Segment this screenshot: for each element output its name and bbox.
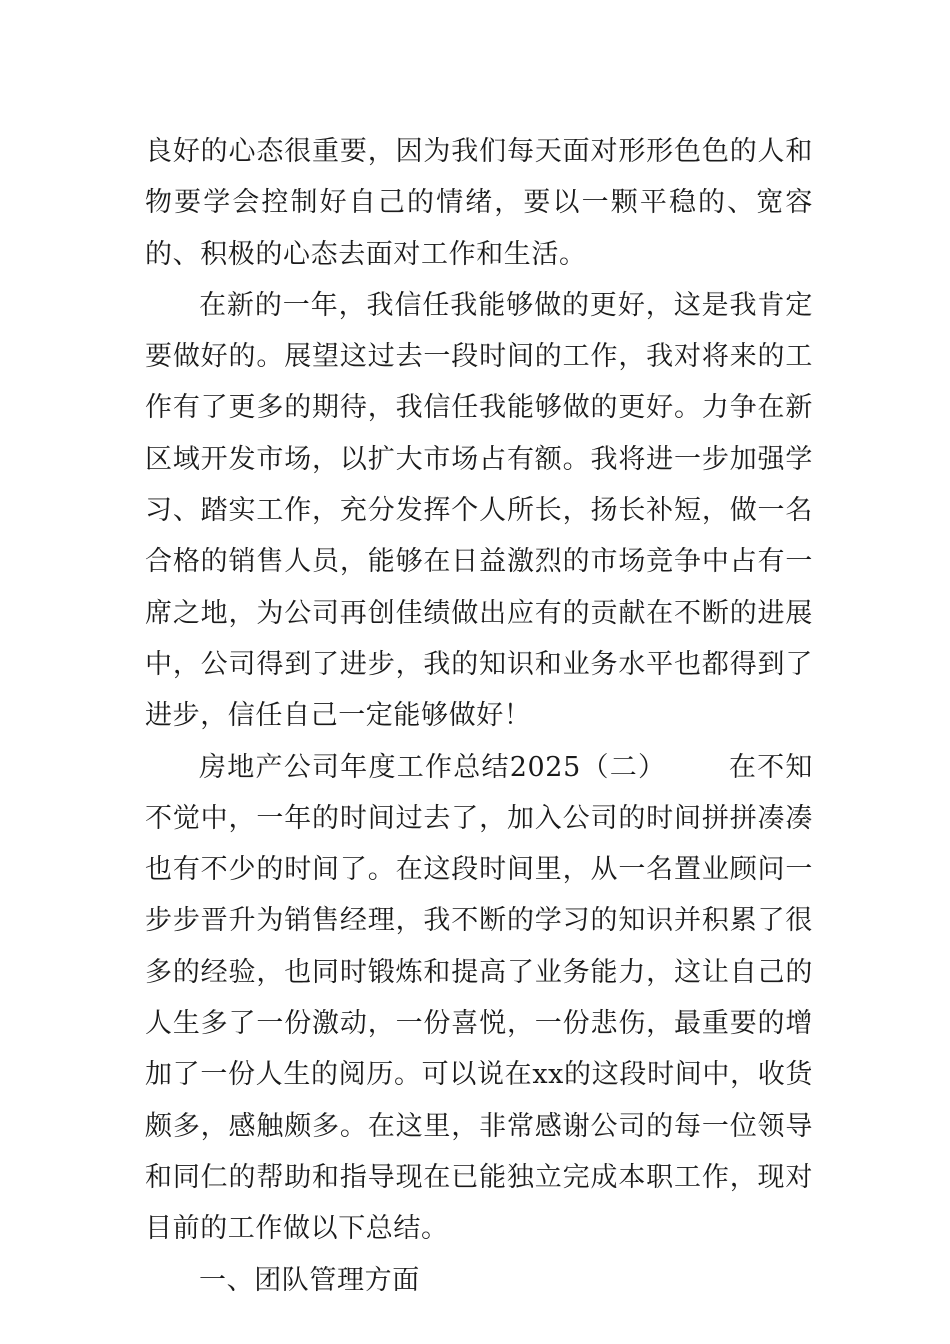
heading-text: 一、团队管理方面	[199, 1264, 420, 1296]
document-body	[145, 126, 813, 1306]
paragraph-summary-two	[145, 742, 813, 1255]
heading-team-management	[145, 1255, 813, 1306]
paragraph-mindset	[145, 126, 813, 280]
paragraph-text: 在不知不觉中，一年的时间过去了，加入公司的时间拼拼凑凑也有不少的时间了。在这段时间里，从一名置业顾问一步步晋升为销售经理，我不断的学习的知识并积累了很多的经验，也同时锻炼和提高了业务能力，这让自己的人生多了一份激动，一份喜悦，一份悲伤，最重要的增加了一份人生的阅历。可以说在xx的这段时间中，收货颇多，感触颇多。在这里，非常感谢公司的每一位领导和同仁的帮助和指导现在已能独立完成本职工作，现对目前的工作做以下总结。	[145, 751, 813, 1245]
paragraph-text: 在新的一年，我信任我能够做的更好，这是我肯定要做好的。展望这过去一段时间的工作，我对将来的工作有了更多的期待，我信任我能够做的更好。力争在新区域开发市场，以扩大市场占有额。我将进一步加强学习、踏实工作，充分发挥个人所长，扬长补短，做一名合格的销售人员，能够在日益激烈的市场竞争中占有一席之地，为公司再创佳绩做出应有的贡献在不断的进展中，公司得到了进步，我的知识和业务水平也都得到了进步，信任自己一定能够做好！	[145, 289, 813, 732]
paragraph-text: 良好的心态很重要，因为我们每天面对形形色色的人和物要学会控制好自己的情绪，要以一颗平稳的、宽容的、积极的心态去面对工作和生活。	[145, 136, 813, 270]
paragraph-new-year	[145, 280, 813, 742]
section-title: 房地产公司年度工作总结2025（二）	[199, 751, 667, 783]
